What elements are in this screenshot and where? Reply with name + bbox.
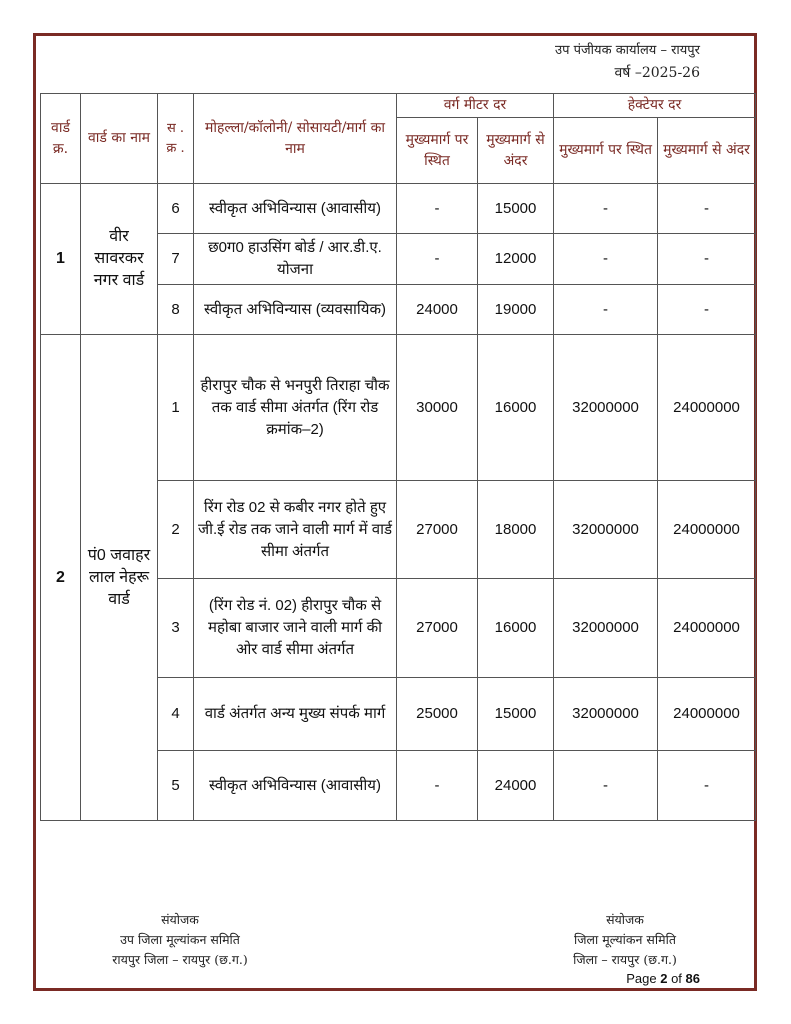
ha-on-main: 32000000 <box>554 481 658 579</box>
ha-inside: - <box>658 184 756 234</box>
locality-name: स्वीकृत अभिविन्यास (व्यवसायिक) <box>194 285 397 335</box>
serial-number: 1 <box>158 335 194 481</box>
ha-inside: 24000000 <box>658 481 756 579</box>
signature-title: संयोजक <box>606 912 644 927</box>
locality-name: स्वीकृत अभिविन्यास (आवासीय) <box>194 751 397 821</box>
ward-number: 1 <box>41 184 81 335</box>
page-number <box>560 971 700 986</box>
ward-number: 2 <box>41 335 81 821</box>
sqm-inside: 15000 <box>478 678 554 751</box>
ha-inside: - <box>658 285 756 335</box>
signature-block-district <box>540 910 710 970</box>
ha-inside: - <box>658 751 756 821</box>
serial-number: 6 <box>158 184 194 234</box>
table-row <box>41 335 756 481</box>
rates-table <box>40 93 756 821</box>
locality-name: हीरापुर चौक से भनपुरी तिराहा चौक तक वार्ड सीमा अंतर्गत (रिंग रोड क्रमांक–2) <box>194 335 397 481</box>
office-title: उप पंजीयक कार्यालय – रायपुर <box>555 43 700 58</box>
ward-name: वीर सावरकर नगर वार्ड <box>81 184 158 335</box>
ha-on-main: 32000000 <box>554 579 658 678</box>
signature-block-sub-district <box>80 910 280 970</box>
ha-inside: - <box>658 234 756 285</box>
page-prefix: Page <box>626 971 657 986</box>
ha-on-main: 32000000 <box>554 335 658 481</box>
header-ward-name: वार्ड का नाम <box>81 94 158 184</box>
table-row <box>41 184 756 234</box>
signature-location: जिला – रायपुर (छ.ग.) <box>573 952 677 967</box>
page-current: 2 <box>660 971 668 986</box>
locality-name: (रिंग रोड नं. 02) हीरापुर चौक से महोबा बाजार जाने वाली मार्ग की ओर वार्ड सीमा अंतर्गत <box>194 579 397 678</box>
sqm-inside: 15000 <box>478 184 554 234</box>
locality-name: छ0ग0 हाउसिंग बोर्ड / आर.डी.ए. योजना <box>194 234 397 285</box>
sqm-on-main: 24000 <box>397 285 478 335</box>
header-hectare-group: हेक्टेयर दर <box>554 94 756 118</box>
ward-name: पं0 जवाहर लाल नेहरू वार्ड <box>81 335 158 821</box>
sqm-inside: 16000 <box>478 335 554 481</box>
locality-name: रिंग रोड 02 से कबीर नगर होते हुए जी.ई रोड तक जाने वाली मार्ग में वार्ड सीमा अंतर्गत <box>194 481 397 579</box>
sqm-inside: 19000 <box>478 285 554 335</box>
ha-inside: 24000000 <box>658 678 756 751</box>
locality-name: स्वीकृत अभिविन्यास (आवासीय) <box>194 184 397 234</box>
header-ha-inside: मुख्यमार्ग से अंदर <box>658 118 756 184</box>
header-sqm-on-main: मुख्यमार्ग पर स्थित <box>397 118 478 184</box>
ha-on-main: 32000000 <box>554 678 658 751</box>
ha-on-main: - <box>554 751 658 821</box>
sqm-inside: 24000 <box>478 751 554 821</box>
serial-number: 3 <box>158 579 194 678</box>
sqm-on-main: 27000 <box>397 481 478 579</box>
locality-name: वार्ड अंतर्गत अन्य मुख्य संपर्क मार्ग <box>194 678 397 751</box>
ha-on-main: - <box>554 234 658 285</box>
serial-number: 2 <box>158 481 194 579</box>
year-label: वर्ष –2025-26 <box>614 65 700 81</box>
ha-on-main: - <box>554 184 658 234</box>
sqm-on-main: 30000 <box>397 335 478 481</box>
header-locality: मोहल्ला/कॉलोनी/ सोसायटी/मार्ग का नाम <box>194 94 397 184</box>
header-sqm-inside: मुख्यमार्ग से अंदर <box>478 118 554 184</box>
sqm-on-main: - <box>397 184 478 234</box>
serial-number: 5 <box>158 751 194 821</box>
ha-on-main: - <box>554 285 658 335</box>
page-of: of <box>671 971 682 986</box>
sqm-on-main: - <box>397 751 478 821</box>
sqm-on-main: 25000 <box>397 678 478 751</box>
signature-location: रायपुर जिला – रायपुर (छ.ग.) <box>112 952 248 967</box>
serial-number: 8 <box>158 285 194 335</box>
serial-number: 7 <box>158 234 194 285</box>
sqm-inside: 16000 <box>478 579 554 678</box>
header-ha-on-main: मुख्यमार्ग पर स्थित <box>554 118 658 184</box>
header-serial: स . क्र . <box>158 94 194 184</box>
ha-inside: 24000000 <box>658 335 756 481</box>
header-ward-no: वार्ड क्र. <box>41 94 81 184</box>
sqm-inside: 12000 <box>478 234 554 285</box>
ha-inside: 24000000 <box>658 579 756 678</box>
sqm-on-main: 27000 <box>397 579 478 678</box>
header-sqm-group: वर्ग मीटर दर <box>397 94 554 118</box>
serial-number: 4 <box>158 678 194 751</box>
signature-committee: जिला मूल्यांकन समिति <box>574 932 676 947</box>
signature-title: संयोजक <box>161 912 199 927</box>
sqm-on-main: - <box>397 234 478 285</box>
signature-committee: उप जिला मूल्यांकन समिति <box>120 932 240 947</box>
page-total: 86 <box>685 971 700 986</box>
sqm-inside: 18000 <box>478 481 554 579</box>
